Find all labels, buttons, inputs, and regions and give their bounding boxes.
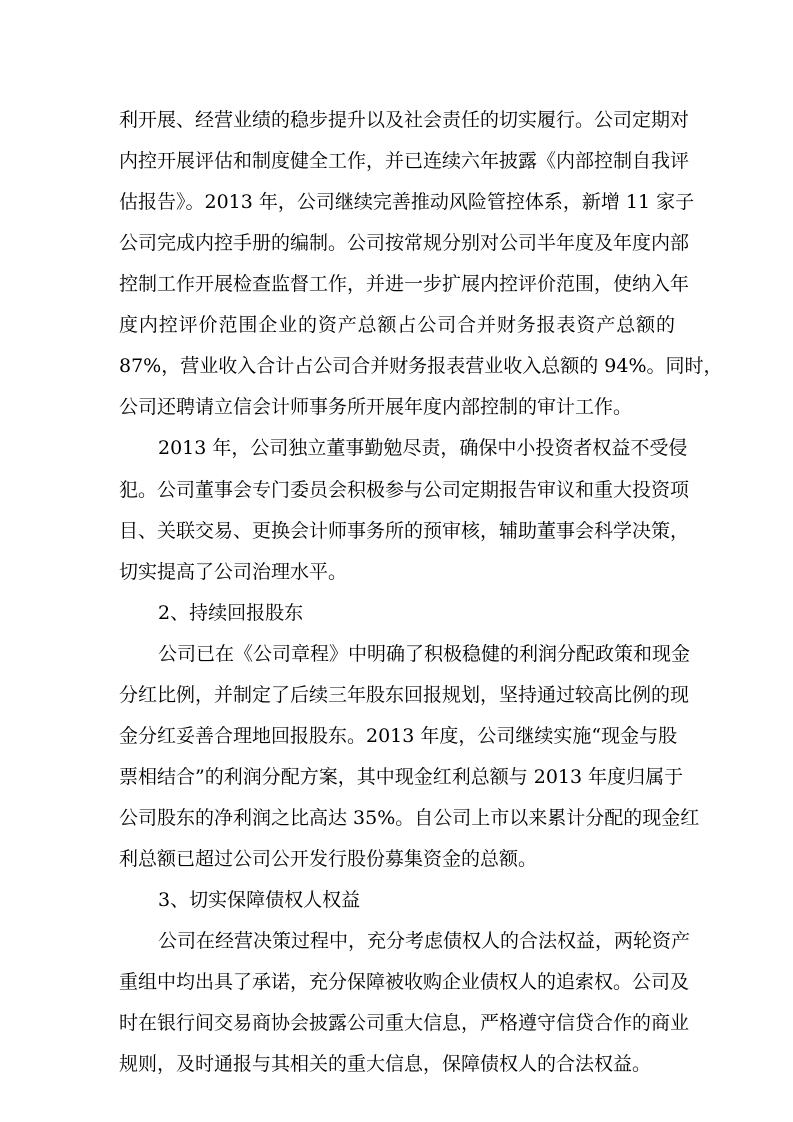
paragraph-line: 分红比例，并制定了后续三年股东回报规划，坚持通过较高比例的现 [119, 684, 690, 706]
paragraph-line: 重组中均出具了承诺，充分保障被收购企业债权人的追索权。公司及 [119, 971, 690, 993]
paragraph-line: 87%，营业收入合计占公司合并财务报表营业收入总额的 94%。同时， [119, 355, 723, 377]
paragraph-line: 规则，及时通报与其相关的重大信息，保障债权人的合法权益。 [119, 1053, 652, 1075]
paragraph-line: 公司已在《公司章程》中明确了积极稳健的利润分配政策和现金 [158, 643, 691, 665]
paragraph-line: 公司完成内控手册的编制。公司按常规分别对公司半年度及年度内部 [119, 232, 690, 254]
paragraph-line: 切实提高了公司治理水平。 [119, 561, 348, 583]
section-heading: 3、切实保障债权人权益 [158, 889, 361, 911]
paragraph-line: 目、关联交易、更换会计师事务所的预审核，辅助董事会科学决策， [119, 520, 690, 542]
paragraph-line: 金分红妥善合理地回报股东。2013 年度，公司继续实施“现金与股 [119, 725, 678, 747]
paragraph-line: 公司还聘请立信会计师事务所开展年度内部控制的审计工作。 [119, 396, 633, 418]
paragraph-line: 犯。公司董事会专门委员会积极参与公司定期报告审议和重大投资项 [119, 479, 690, 501]
paragraph-line: 时在银行间交易商协会披露公司重大信息，严格遵守信贷合作的商业 [119, 1012, 690, 1034]
paragraph-line: 内控开展评估和制度健全工作，并已连续六年披露《内部控制自我评 [119, 150, 690, 172]
paragraph-line: 公司在经营决策过程中，充分考虑债权人的合法权益，两轮资产 [158, 930, 691, 952]
paragraph-line: 度内控评价范围企业的资产总额占公司合并财务报表资产总额的 [119, 314, 675, 336]
paragraph-line: 2013 年，公司独立董事勤勉尽责，确保中小投资者权益不受侵 [158, 437, 688, 459]
paragraph-line: 利总额已超过公司公开发行股份募集资金的总额。 [119, 848, 538, 870]
paragraph-line: 估报告》。2013 年，公司继续完善推动风险管控体系，新增 11 家子 [119, 191, 695, 213]
section-heading: 2、持续回报股东 [158, 602, 304, 624]
paragraph-line: 控制工作开展检查监督工作，并进一步扩展内控评价范围，使纳入年 [119, 273, 690, 295]
paragraph-line: 公司股东的净利润之比高达 35%。自公司上市以来累计分配的现金红 [119, 807, 700, 829]
paragraph-line: 票相结合”的利润分配方案，其中现金红利总额与 2013 年度归属于 [119, 766, 684, 788]
paragraph-line: 利开展、经营业绩的稳步提升以及社会责任的切实履行。公司定期对 [119, 109, 690, 131]
